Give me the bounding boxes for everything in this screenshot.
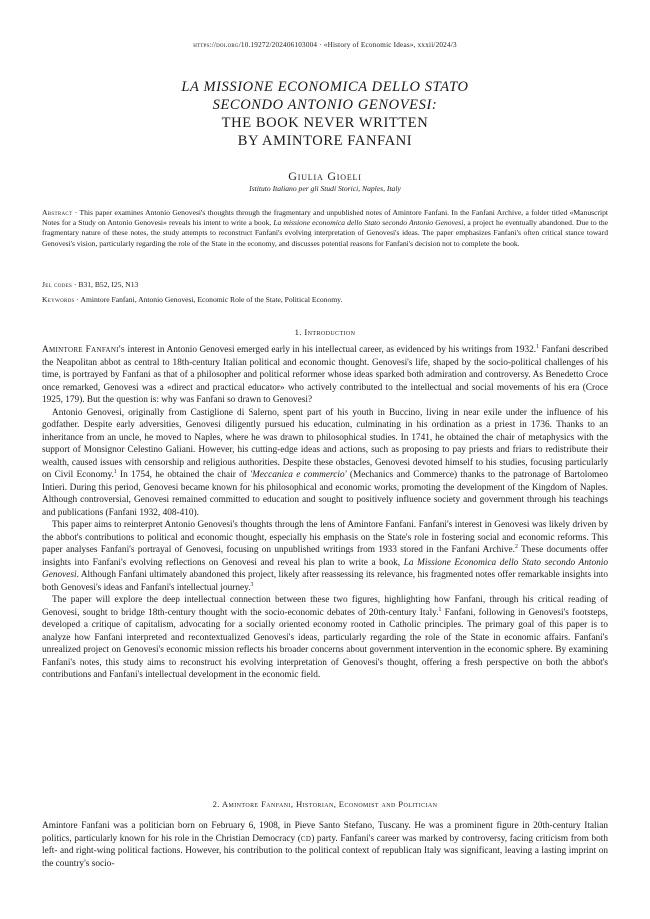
paragraph [42, 344, 608, 407]
journal-citation: · «History of Economic Ideas», xxxii/2024/3 [317, 41, 457, 49]
abstract-text-b: , a project he eventually abandoned. Due to the fragmentary nature of these notes, the study attempts to reconstruct Fanfani's evolving interpretation of Genovesi's ideas. The paper emphasizes Fanfani's often critical stance toward Genovesi's vision, particularly regarding the role of the State in the economy, and discusses potential reasons for Fanfani's decision not to complete the book. [42, 218, 609, 248]
paragraph [42, 820, 608, 870]
footnote-ref[interactable]: 1 [438, 606, 442, 613]
title-line-1: LA MISSIONE ECONOMICA DELLO STATO [181, 79, 469, 95]
title-line-2: SECONDO ANTONIO GENOVESI: [212, 97, 438, 113]
footnote-ref[interactable]: 3 [250, 581, 254, 588]
text-run: . Although Fanfani ultimately abandoned this project, likely after reassessing its relevance, his fragmented notes offer remarkable insights into both Genovesi's ideas and Fanfani's intellectual journey. [42, 570, 608, 593]
title-line-3: THE BOOK NEVER WRITTEN [221, 115, 429, 131]
keywords-label: Keywords [42, 295, 75, 304]
jel-label: Jel codes [42, 280, 73, 289]
footnote-ref[interactable]: 1 [536, 343, 540, 350]
text-run: Antonio Genovesi, originally from Castiglione di Salerno, spent part of his youth in Buccino, living in near exile under the influence of his godfather. Despite early adversities, Genovesi diligently pursued his education, culminating in his ordination as a priest in 1736. Thanks to an inheritance from an uncle, he moved to Naples, where he was drawn to philosophical studies. In 1741, he obtained the chair of metaphysics with the support of Monsignor Celestino Galiani. However, his cutting-edge ideas and actions, such as proposing to pay priests and friars to redistribute their wealth, caused issues with censorship and religious authorities. Despite these obstacles, Genovesi devoted himself to his studies, focusing particularly on Civil Economy. [42, 407, 608, 480]
paragraph [42, 407, 608, 520]
footnote-ref[interactable]: 1 [113, 468, 117, 475]
article-title [0, 78, 650, 150]
jel-text: · B31, B52, I25, N13 [72, 280, 139, 289]
abstract-text-a: This paper examines Antonio Genovesi's thoughts through the fragmentary and unpublished notes of Amintore Fanfani. In the Fanfani Archive, a folder titled «Manuscript Notes for a Study on Antonio Genovesi» reveals his intent to write a book, [42, 208, 608, 228]
text-run: In 1754, he obtained the chair of [116, 470, 251, 480]
section-2-heading: 2. Amintore Fanfani, Historian, Economist and Politician [212, 799, 438, 809]
section-1-heading: 1. Introduction [294, 327, 356, 337]
abstract [42, 208, 608, 249]
text-run: The paper will explore the deep intellectual connection between these two figures, highlighting how Fanfani, through his critical reading of Genovesi, sought to bridge 18th-century thought with the socio-economic debates of 20th-century Italy. [42, 595, 608, 618]
text-run: Fanfani described the Neapolitan abbot as central to 18th-century Italian political and economic thought. Genovesi's life, shaped by the socio-political challenges of his time, is portrayed by Fanfani as that of a philosopher and political reformer whose ideas sparked both admiration and controversy. As Benedetto Croce once remarked, Genovesi was a «direct and practical educator» who actively contributed to the intellectual and social movements of his era (Croce 1925, 179). But the question is: why was Fanfani so drawn to Genovesi? [42, 345, 608, 405]
text-run: This paper aims to reinterpret Antonio Genovesi's thoughts through the lens of Amintore Fanfani. Fanfani's interest in Genovesi was likely driven by the abbot's contributions to political and economic thought, especially his emphasis on the State's role in fostering social and economic reforms. This paper analyses Fanfani's portrayal of Genovesi, focusing on unpublished writings from 1933 stored in the Fanfani Archive. [42, 520, 608, 555]
acronym: cd [300, 833, 312, 844]
text-run: These documents offer insights into Fanfani's evolving reflections on Genovesi and reveal his plan to write a book, [42, 545, 609, 568]
paragraph [42, 519, 608, 594]
author-name: Giulia Gioeli [288, 169, 362, 183]
abstract-separator: · [72, 208, 80, 217]
author-affiliation: Istituto Italiano per gli Studi Storici, Naples, Italy [249, 184, 401, 193]
paragraph [42, 594, 608, 682]
text-run: Fanfani, following in Genovesi's footsteps, developed a critique of capitalism, advocating for a socially oriented economy rooted in Catholic principles. The primary goal of this paper is to analyze how Fanfani interpreted and recontextualized Genovesi's ideas, particularly regarding the role of the State in economic affairs. Fanfani's unrealized project on Genovesi's economic mission reflects his broader concerns about government intervention in the economic sphere. By examining Fanfani's notes, this study aims to reconstruct his evolving interpretation of Genovesi's thought, offering a fresh perspective on both the abbot's contributions and Fanfani's intellectual development in the economic field. [42, 607, 609, 680]
lead-name: Amintore Fanfani's [42, 345, 126, 355]
doi-link[interactable]: https://doi.org/10.19272/202406103004 [193, 41, 318, 49]
abstract-label: Abstract [42, 208, 73, 217]
title-line-4: BY AMINTORE FANFANI [237, 133, 413, 149]
footnote-ref[interactable]: 2 [514, 543, 518, 550]
running-header [0, 41, 650, 49]
section-2-body [42, 820, 608, 870]
jel-codes [42, 280, 608, 290]
italic-run: 'Meccanica e commercio' [250, 470, 347, 480]
text-run: interest in Antonio Genovesi emerged early in his intellectual career, as evidenced by his writings from 1932. [125, 345, 537, 355]
abstract-book-title: La missione economica dello Stato secondo Antonio Genovesi [273, 218, 464, 228]
italic-run: La Missione Economica dello Stato secondo Antonio Genovesi [42, 557, 608, 580]
text-run: ) party. Fanfani's career was marked by controversy, facing criticism from both left- and right-wing political factions. However, his contribution to the political context of republican Italy was significant, leaving a lasting imprint on the country's socio- [42, 833, 608, 869]
keywords [42, 295, 608, 305]
text-run: Amintore Fanfani was a politician born on February 6, 1908, in Pieve Santo Stefano, Tuscany. He was a prominent figure in 20th-century Italian politics, particularly known for his role in the Christian Democracy ( [42, 821, 608, 844]
keywords-text: · Amintore Fanfani, Antonio Genovesi, Economic Role of the State, Political Economy. [74, 295, 343, 304]
text-run: (Mechanics and Commerce) thanks to the patronage of Bartolomeo Intieri. During this period, Genovesi became known for his philosophical and economic works, promoting the development of the Kingdom of Naples. Although controversial, Genovesi remained committed to education and sought to positively influence society and government through his teachings and publications (Fanfani 1932, 408-410). [42, 470, 608, 518]
section-1-body [42, 344, 608, 682]
